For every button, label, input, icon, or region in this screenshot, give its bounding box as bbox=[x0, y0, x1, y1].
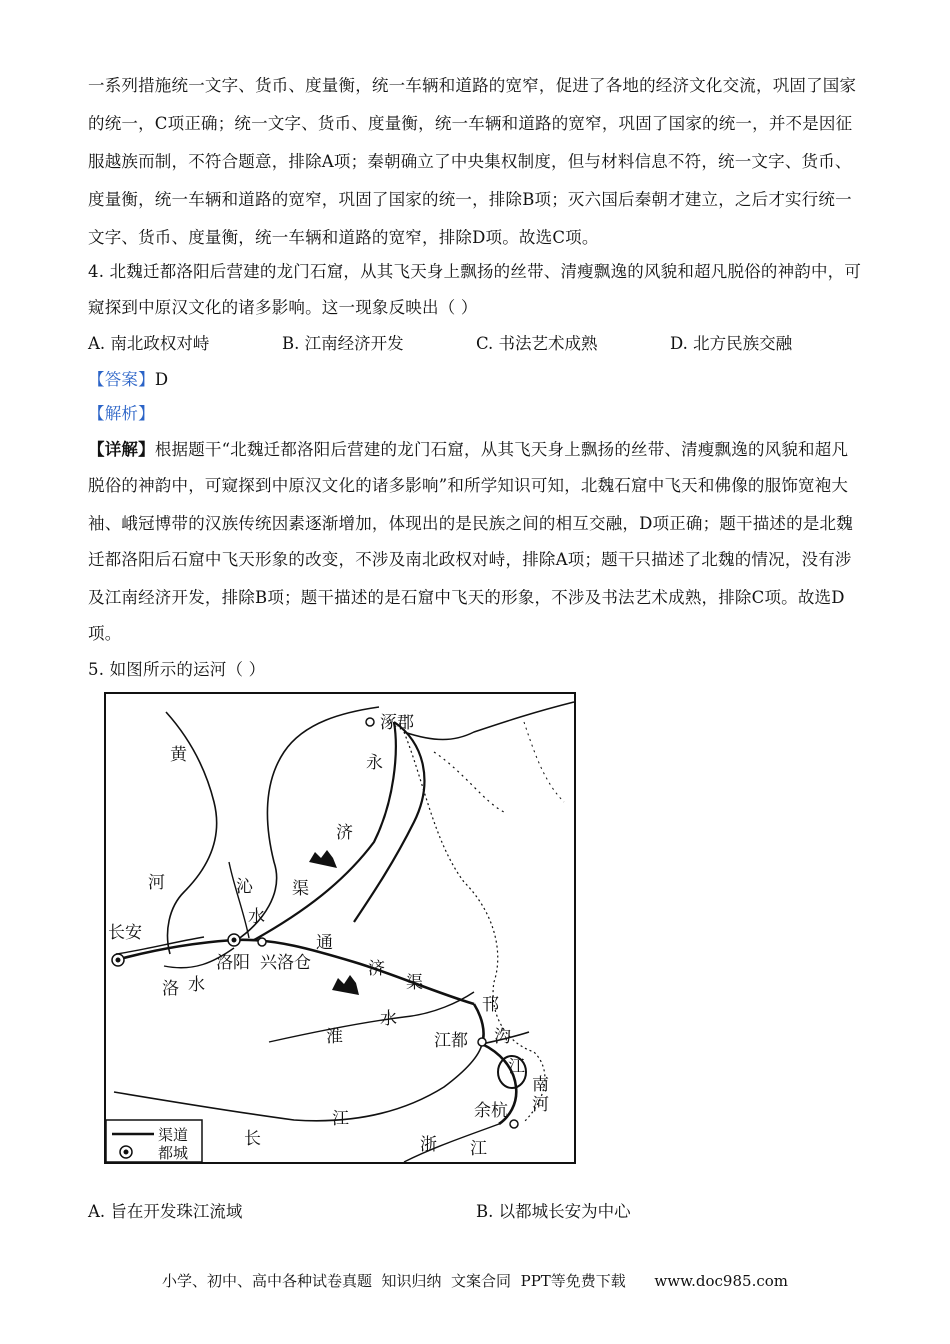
option-a: A. 南北政权对峙 bbox=[88, 334, 210, 353]
detail-line: 及江南经济开发，排除B项；题干描述的是石窟中飞天的形象，不涉及书法艺术成熟，排除C项。故选D bbox=[88, 588, 845, 607]
svg-text:洛: 洛 bbox=[162, 979, 179, 999]
option-b: B. 江南经济开发 bbox=[282, 334, 404, 353]
question-4-stem: 4. 北魏迁都洛阳后营建的龙门石窟，从其飞天身上飘扬的丝带、清瘦飘逸的风貌和超凡脱俗的神韵中，可 bbox=[88, 262, 862, 281]
text-line: 一系列措施统一文字、货币、度量衡，统一车辆和道路的宽窄，促进了各地的经济文化交流，巩固了国家 bbox=[88, 76, 857, 95]
svg-text:江: 江 bbox=[332, 1109, 349, 1129]
svg-text:水: 水 bbox=[380, 1009, 397, 1029]
svg-text:淮: 淮 bbox=[326, 1027, 343, 1047]
option-d: D. 北方民族交融 bbox=[670, 334, 793, 353]
svg-text:渠: 渠 bbox=[406, 973, 423, 993]
svg-text:江: 江 bbox=[508, 1057, 525, 1077]
text-line: 服越族而制，不符合题意，排除A项；秦朝确立了中央集权制度，但与材料信息不符，统一文字、货币、 bbox=[88, 152, 852, 171]
page-footer: 小学、初中、高中各种试卷真题 知识归纳 文案合同 PPT等免费下载 www.doc985.com bbox=[161, 1272, 788, 1290]
grand-canal-map bbox=[104, 692, 576, 1164]
svg-text:河: 河 bbox=[148, 873, 165, 893]
map-legend bbox=[106, 1120, 202, 1162]
detail-line bbox=[88, 440, 868, 460]
answer-line bbox=[88, 370, 868, 390]
text-line: 度量衡，统一车辆和道路的宽窄，巩固了国家的统一，排除B项；灭六国后秦朝才建立，之后才实行统一 bbox=[88, 190, 852, 209]
svg-text:渠: 渠 bbox=[292, 879, 309, 899]
detail-tag: 【详解】 bbox=[88, 440, 155, 459]
detail-line: 项。 bbox=[88, 624, 122, 643]
svg-text:济: 济 bbox=[368, 959, 385, 979]
question-5-stem: 5. 如图所示的运河（ ） bbox=[88, 660, 266, 679]
detail-text: 根据题干“北魏迁都洛阳后营建的龙门石窟，从其飞天身上飘扬的丝带、清瘦飘逸的风貌和超凡 bbox=[154, 440, 849, 459]
svg-text:浙: 浙 bbox=[420, 1135, 437, 1155]
svg-text:渠道: 渠道 bbox=[158, 1126, 189, 1144]
svg-text:余杭: 余杭 bbox=[474, 1101, 508, 1121]
city-jiangdu-marker bbox=[478, 1038, 486, 1046]
city-yuhang-marker bbox=[510, 1120, 518, 1128]
svg-text:河: 河 bbox=[532, 1095, 549, 1115]
svg-text:沟: 沟 bbox=[494, 1027, 511, 1047]
svg-text:洛阳: 洛阳 bbox=[216, 953, 250, 973]
answer-tag: 【答案】 bbox=[88, 370, 155, 389]
analysis-line bbox=[88, 404, 868, 424]
svg-text:江都: 江都 bbox=[434, 1031, 468, 1051]
svg-text:永: 永 bbox=[366, 753, 383, 773]
question-4-stem: 窥探到中原汉文化的诸多影响。这一现象反映出（ ） bbox=[88, 298, 478, 317]
option-c: C. 书法艺术成熟 bbox=[476, 334, 598, 353]
detail-line: 袖、峨冠博带的汉族传统因素逐渐增加，体现出的是民族之间的相互交融，D项正确；题干描述的是北魏 bbox=[88, 514, 853, 533]
svg-text:邗: 邗 bbox=[482, 995, 499, 1015]
svg-text:都城: 都城 bbox=[158, 1144, 189, 1162]
svg-text:江: 江 bbox=[470, 1139, 487, 1159]
svg-text:济: 济 bbox=[336, 823, 353, 843]
detail-line: 脱俗的神韵中，可窥探到中原汉文化的诸多影响”和所学知识可知，北魏石窟中飞天和佛像的服饰宽袍大 bbox=[88, 476, 849, 495]
svg-text:黄: 黄 bbox=[170, 745, 187, 765]
detail-line: 迁都洛阳后石窟中飞天形象的改变，不涉及南北政权对峙，排除A项；题干只描述了北魏的情况，没有涉 bbox=[88, 550, 852, 569]
text-line: 的统一，C项正确；统一文字、货币、度量衡，统一车辆和道路的宽窄，巩固了国家的统一，并不是因征 bbox=[88, 114, 853, 133]
svg-text:长安: 长安 bbox=[108, 923, 142, 943]
analysis-tag: 【解析】 bbox=[88, 404, 155, 423]
text-line: 文字、货币、度量衡，统一车辆和道路的宽窄，排除D项。故选C项。 bbox=[88, 228, 599, 247]
answer-value: D bbox=[154, 370, 169, 389]
svg-text:通: 通 bbox=[316, 933, 333, 953]
city-zhuojun-marker bbox=[366, 718, 374, 726]
option-b: B. 以都城长安为中心 bbox=[476, 1202, 631, 1221]
svg-text:涿郡: 涿郡 bbox=[380, 713, 414, 733]
svg-text:兴洛仓: 兴洛仓 bbox=[260, 953, 311, 973]
svg-text:水: 水 bbox=[188, 975, 205, 995]
city-xingluocang-marker bbox=[258, 938, 266, 946]
svg-text:沁: 沁 bbox=[236, 877, 253, 897]
svg-text:水: 水 bbox=[248, 907, 265, 927]
svg-text:南: 南 bbox=[532, 1075, 549, 1095]
svg-text:长: 长 bbox=[244, 1129, 261, 1149]
option-a: A. 旨在开发珠江流域 bbox=[88, 1202, 243, 1221]
